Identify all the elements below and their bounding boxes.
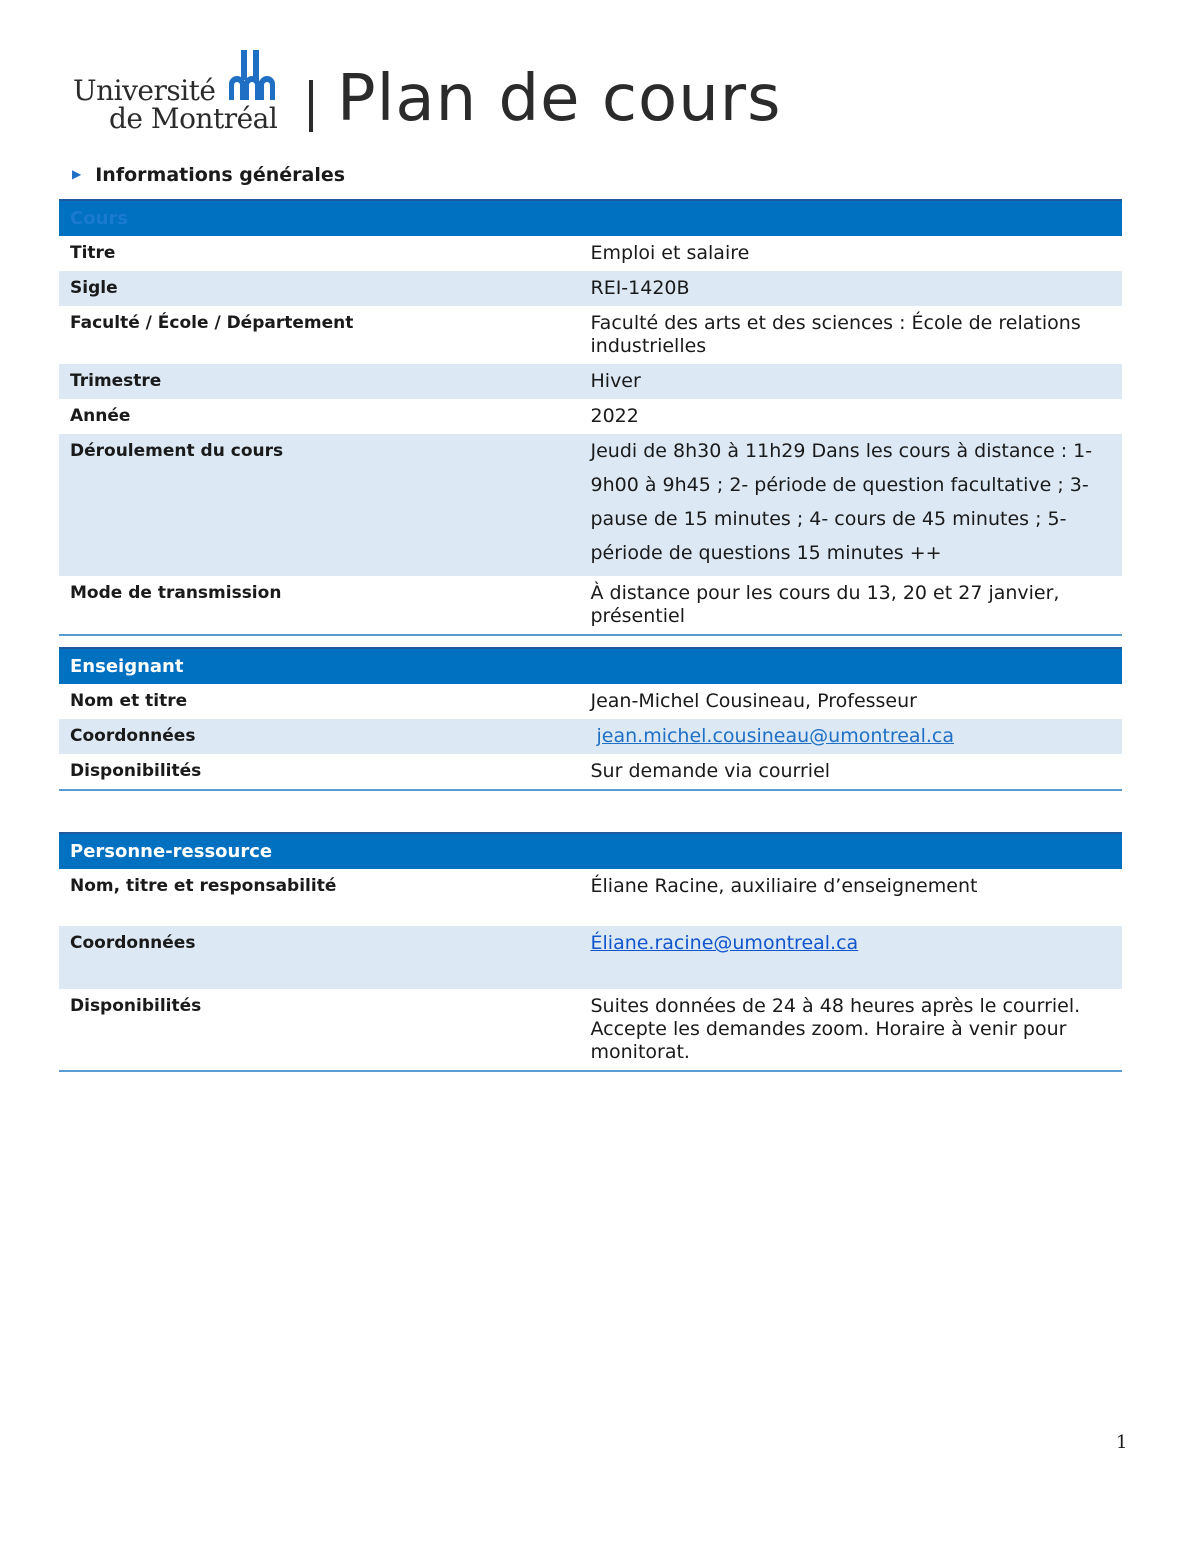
- personne-ressource-heading: Personne-ressource: [59, 833, 1122, 869]
- row-value: Suites données de 24 à 48 heures après le courriel. Accepte les demandes zoom. Horaire à venir pour monitorat.: [591, 989, 1123, 1071]
- enseignant-table: [59, 647, 1122, 791]
- row-value: Sur demande via courriel: [591, 754, 1123, 790]
- personne-ressource-header: [59, 833, 1122, 869]
- table-row: [59, 434, 1122, 576]
- table-row: [59, 926, 1122, 989]
- row-value: Faculté des arts et des sciences : École de relations industrielles: [590, 312, 1081, 357]
- row-value: À distance pour les cours du 13, 20 et 27 janvier, présentiel: [591, 576, 1123, 635]
- university-logo: [73, 44, 283, 136]
- table-row: [59, 869, 1122, 926]
- table-row: [59, 236, 1122, 271]
- triangle-bullet-icon: ▶: [72, 167, 82, 181]
- row-label: Titre: [70, 243, 116, 263]
- page-number: 1: [1116, 1432, 1128, 1453]
- row-value: Emploi et salaire: [590, 242, 750, 264]
- logo-text-montreal: de Montréal: [109, 102, 278, 135]
- teacher-email-link[interactable]: jean.michel.cousineau@umontreal.ca: [596, 725, 954, 747]
- table-row: [59, 399, 1122, 434]
- row-label: Faculté / École / Département: [70, 313, 354, 333]
- row-value: Hiver: [591, 364, 1123, 399]
- title-separator: [309, 80, 313, 132]
- cours-table: [59, 199, 1122, 636]
- cours-header: [59, 200, 1122, 236]
- row-label: Année: [70, 406, 131, 426]
- assistant-email-link[interactable]: Éliane.racine@umontreal.ca: [590, 932, 859, 954]
- row-label: Déroulement du cours: [59, 434, 591, 576]
- row-label: Disponibilités: [59, 754, 591, 790]
- row-label: Sigle: [59, 271, 591, 306]
- row-label: Mode de transmission: [59, 576, 591, 635]
- page-title: Plan de cours: [337, 62, 782, 136]
- row-label: Trimestre: [59, 364, 591, 399]
- row-label: Disponibilités: [59, 989, 591, 1071]
- table-row: [59, 989, 1122, 1071]
- logo-text-universite: Université: [73, 74, 216, 107]
- row-value: Jean-Michel Cousineau, Professeur: [590, 690, 917, 712]
- table-row: [59, 364, 1122, 399]
- enseignant-header: [59, 648, 1122, 684]
- table-row: [59, 576, 1122, 635]
- row-label: Coordonnées: [59, 719, 591, 754]
- row-label: Nom, titre et responsabilité: [70, 876, 337, 896]
- table-row: [59, 719, 1122, 754]
- enseignant-heading: Enseignant: [59, 648, 1122, 684]
- row-label: Nom et titre: [70, 691, 188, 711]
- section-heading: [72, 164, 345, 186]
- row-value: REI-1420B: [591, 271, 1123, 306]
- table-row: [59, 271, 1122, 306]
- section-heading-text: Informations générales: [95, 164, 346, 186]
- cours-heading: Cours: [59, 200, 1122, 236]
- row-value: Jeudi de 8h30 à 11h29 Dans les cours à distance : 1- 9h00 à 9h45 ; 2- période de question facultative ; 3- pause de 15 minutes ; 4- cours de 45 minutes ; 5- période de questions 15 minutes ++: [591, 434, 1123, 576]
- row-value: Éliane Racine, auxiliaire d’enseignement: [590, 875, 978, 897]
- udem-logo-icon: [227, 48, 279, 100]
- page-header: [73, 44, 973, 144]
- personne-ressource-table: [59, 832, 1122, 1072]
- row-value: 2022: [590, 405, 639, 427]
- row-label: Coordonnées: [59, 926, 591, 989]
- table-row: [59, 684, 1122, 719]
- table-row: [59, 754, 1122, 790]
- table-row: [59, 306, 1122, 364]
